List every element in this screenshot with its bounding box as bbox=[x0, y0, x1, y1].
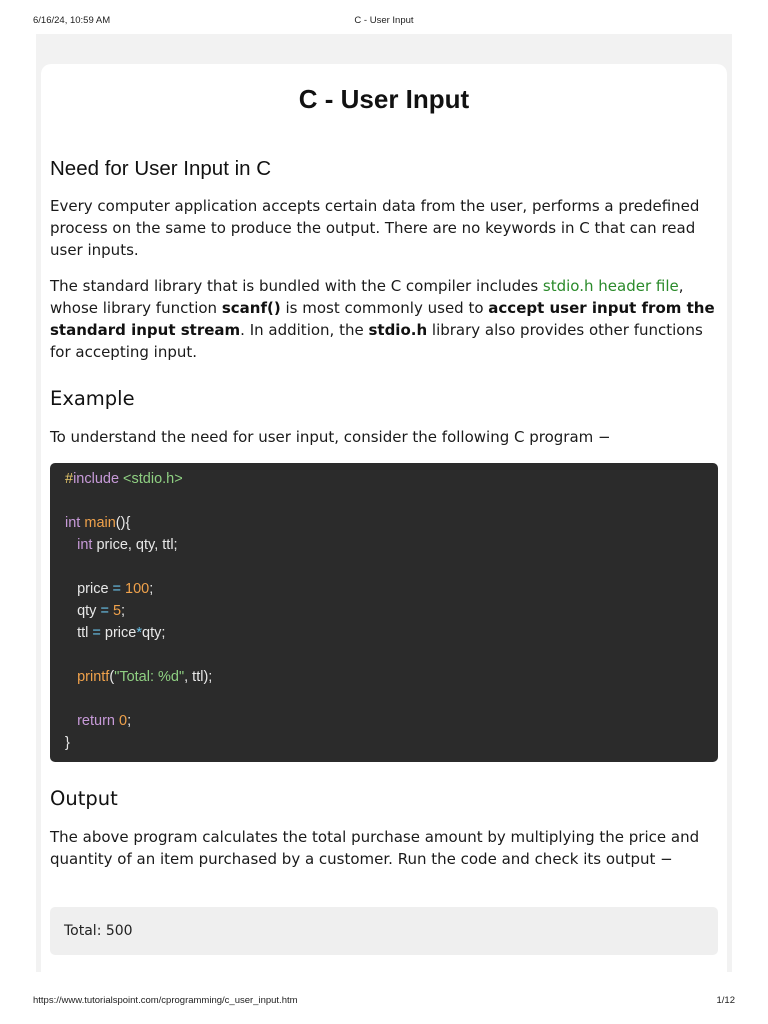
code-line bbox=[65, 669, 212, 685]
section-heading-example: Example bbox=[50, 387, 135, 410]
page-title: C - User Input bbox=[298, 84, 470, 114]
code-line bbox=[65, 581, 153, 597]
code-token: 0 bbox=[119, 713, 128, 729]
code-token: ; bbox=[149, 581, 154, 597]
code-token: main bbox=[84, 515, 116, 531]
code-token: ( bbox=[109, 669, 115, 685]
output-text: Total: 500 bbox=[64, 923, 133, 939]
print-footer bbox=[33, 995, 735, 1009]
section-heading-need: Need for User Input in C bbox=[50, 157, 272, 180]
code-token: 5 bbox=[112, 603, 122, 619]
bold-accept-input: accept user input from the standard input stream bbox=[50, 299, 715, 339]
output-block bbox=[50, 907, 718, 955]
code-line bbox=[65, 603, 125, 619]
code-token: printf bbox=[77, 669, 110, 685]
code-token: ttl bbox=[65, 625, 93, 641]
print-header bbox=[33, 15, 735, 29]
code-line: } bbox=[65, 735, 70, 751]
print-doc-title: C - User Input bbox=[354, 15, 414, 26]
code-token: price bbox=[100, 625, 137, 641]
code-token: int bbox=[65, 515, 81, 531]
code-token: , ttl); bbox=[184, 669, 213, 685]
text-span: , whose library function bbox=[50, 277, 684, 317]
text-span: . In addition, the bbox=[240, 321, 369, 339]
section-heading-output: Output bbox=[50, 787, 118, 810]
code-block[interactable] bbox=[50, 463, 718, 762]
code-token: # bbox=[65, 471, 74, 487]
print-url: https://www.tutorialspoint.com/cprogramming/c_user_input.htm bbox=[33, 995, 298, 1006]
print-datetime: 6/16/24, 10:59 AM bbox=[33, 15, 111, 26]
code-token: 100 bbox=[125, 581, 150, 597]
code-token bbox=[65, 669, 77, 685]
code-token: return bbox=[77, 713, 115, 729]
code-line bbox=[65, 515, 130, 531]
code-token: qty bbox=[65, 603, 101, 619]
code-token: price bbox=[65, 581, 113, 597]
paragraph-intro: Every computer application accepts certain data from the user, performs a predefined process on the same to produce the output. There are no keywords in C that can read user inputs. bbox=[50, 197, 700, 259]
paragraph-output-desc: The above program calculates the total purchase amount by multiplying the price and quantity of an item purchased by a customer. Run the code and check its output − bbox=[50, 828, 700, 868]
code-token: ; bbox=[127, 713, 132, 729]
code-token: price, qty, ttl; bbox=[92, 537, 178, 553]
text-span: The standard library that is bundled with the C compiler includes bbox=[50, 277, 543, 295]
paragraph-stdio bbox=[50, 275, 720, 363]
text-span: is most commonly used to bbox=[280, 299, 489, 317]
stdio-header-link[interactable]: stdio.h header file bbox=[542, 277, 679, 295]
bold-scanf: scanf() bbox=[221, 299, 281, 317]
code-token: "Total: %d" bbox=[114, 669, 185, 685]
code-token: include bbox=[73, 471, 120, 487]
code-token: * bbox=[136, 625, 142, 641]
code-line bbox=[65, 713, 131, 729]
code-token: <stdio.h> bbox=[119, 471, 183, 487]
text-span: library also provides other functions for accepting input. bbox=[50, 321, 703, 361]
code-line bbox=[65, 471, 183, 487]
paragraph-example-intro: To understand the need for user input, consider the following C program − bbox=[50, 428, 611, 446]
code-token: ; bbox=[121, 603, 126, 619]
code-token bbox=[65, 537, 77, 553]
code-line bbox=[65, 625, 165, 641]
page-number: 1/12 bbox=[716, 995, 735, 1006]
code-token bbox=[65, 713, 77, 729]
code-token: qty; bbox=[142, 625, 166, 641]
code-token: = bbox=[92, 625, 101, 641]
bold-stdio: stdio.h bbox=[368, 321, 428, 339]
code-token: (){ bbox=[115, 515, 131, 531]
code-line bbox=[65, 537, 178, 553]
code-token: = bbox=[112, 581, 122, 597]
code-token: = bbox=[100, 603, 109, 619]
code-token: int bbox=[77, 537, 93, 553]
